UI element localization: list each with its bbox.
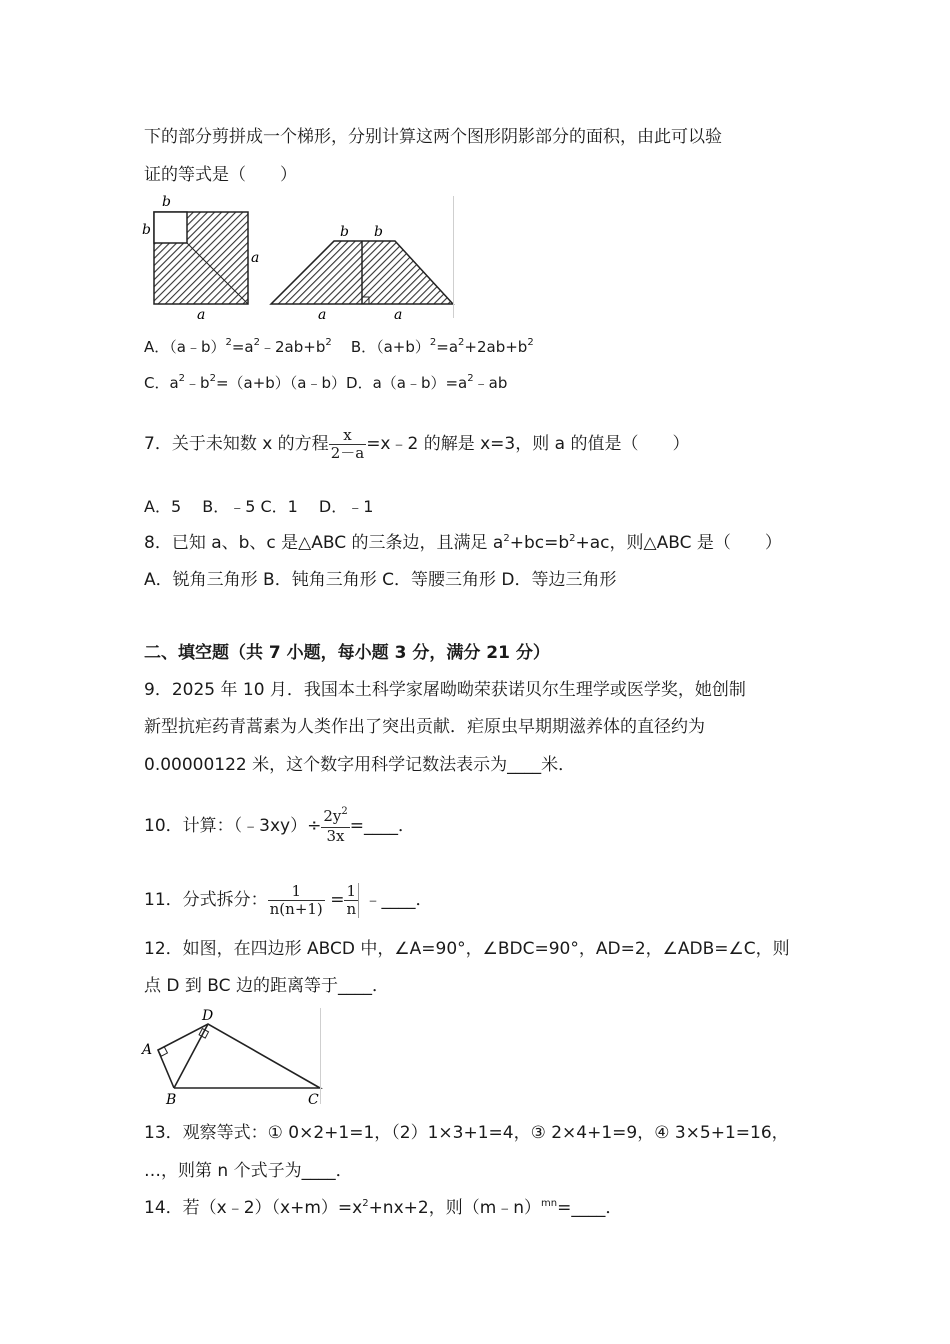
q8-text: 8．已知 a、b、c 是△ABC 的三条边，且满足 $a^2+bc=b^2+ac$，则△ABC 是（ ） — [144, 533, 782, 553]
q6-options-ab — [144, 336, 534, 361]
q7-options: A．5 B．﹣5 C．1 D．﹣1 — [144, 497, 374, 516]
q6-label-tb1: b — [340, 224, 349, 240]
q12-label-c: C — [308, 1092, 319, 1106]
section-2-title: 二、填空题（共 7 小题，每小题 3 分，满分 21 分） — [144, 643, 550, 663]
q12-label-b: B — [166, 1092, 177, 1106]
trapezoid-shape — [271, 241, 453, 304]
q12-label-d: D — [202, 1008, 214, 1024]
q11-text: 11．分式拆分： $\frac{1}{n(n+1)}$ = $\frac{1}{n}$ ﹣____． — [144, 881, 433, 918]
q6-label-ta2: a — [394, 307, 403, 322]
q6-label-b-top: b — [162, 194, 171, 210]
q11-fraction-1: $\frac{1}{n(n+1)}$ — [269, 881, 323, 918]
q6-option-b: B．$(a+b)^2=a^2+2ab+b^2$ — [350, 337, 534, 356]
q10-text: 10．计算：（﹣3xy）÷ $\frac{2y^2}{3x}$ =____． — [144, 805, 415, 845]
q7-fraction: $\frac{x}{2-a}$ — [330, 425, 365, 462]
q6-figure — [140, 194, 460, 322]
q6-figure-border — [453, 196, 454, 318]
q6-label-a-bottom: a — [197, 307, 206, 322]
q6-option-a: A．$(a﹣b)^2=a^2﹣2ab+b^2$ — [144, 337, 332, 356]
q6-text-line2: 证的等式是（ ） — [144, 165, 297, 185]
q12-figure — [138, 1006, 324, 1106]
q9-text-line2: 新型抗疟药青蒿素为人类作出了突出贡献．疟原虫早期期滋养体的直径约为 — [144, 717, 705, 737]
square-shape — [154, 212, 248, 304]
q12-figure-border — [320, 1008, 321, 1104]
q6-label-tb2: b — [374, 224, 383, 240]
q12-label-a: A — [142, 1042, 153, 1058]
q6-label-b-left: b — [142, 222, 151, 238]
q9-text-line1: 9．2025 年 10 月．我国本土科学家屠呦呦荣获诺贝尔生理学或医学奖，她创制 — [144, 680, 746, 700]
q13-text-line1: 13．观察等式：① 0×2+1=1，（2）1×3+1=4，③ 2×4+1=9，④ 3×5+1=16， — [144, 1123, 789, 1143]
q7-text: 7．关于未知数 x 的方程 $\frac{x}{2-a}$ =x﹣2 的解是 x=3，则 a 的值是（ ） — [144, 425, 690, 462]
q6-options-cd — [144, 372, 507, 397]
q6-label-a-right: a — [251, 250, 260, 266]
q10-fraction: $\frac{2y^2}{3x}$ — [323, 805, 348, 845]
q14-text: 14．若$(x﹣2)(x+m)=x^2+nx+2$，则（m﹣n）$^{mn}$=____． — [144, 1198, 623, 1218]
q6-label-ta1: a — [318, 307, 327, 322]
q13-text-line2: …，则第 n 个式子为____． — [144, 1161, 353, 1181]
q8-options: A．锐角三角形 B．钝角三角形 C．等腰三角形 D．等边三角形 — [144, 570, 617, 590]
q12-text-line2: 点 D 到 BC 边的距离等于____． — [144, 976, 389, 996]
q6-option-d: D．$a(a﹣b)=a^2﹣ab$ — [346, 373, 508, 392]
q6-option-c: C．$a^2﹣b^2=(a+b)(a﹣b)$ — [144, 373, 347, 392]
q6-text-line1: 下的部分剪拼成一个梯形，分别计算这两个图形阴影部分的面积，由此可以验 — [144, 127, 722, 147]
q9-text-line3: 0.00000122 米，这个数字用科学记数法表示为____米． — [144, 755, 576, 775]
q12-text-line1: 12．如图，在四边形 ABCD 中，∠A=90°，∠BDC=90°，AD=2，∠ADB=∠C，则 — [144, 939, 790, 959]
q11-fraction-2: $\frac{1}{n}$ — [344, 883, 359, 918]
quadrilateral-abcd — [158, 1024, 320, 1088]
